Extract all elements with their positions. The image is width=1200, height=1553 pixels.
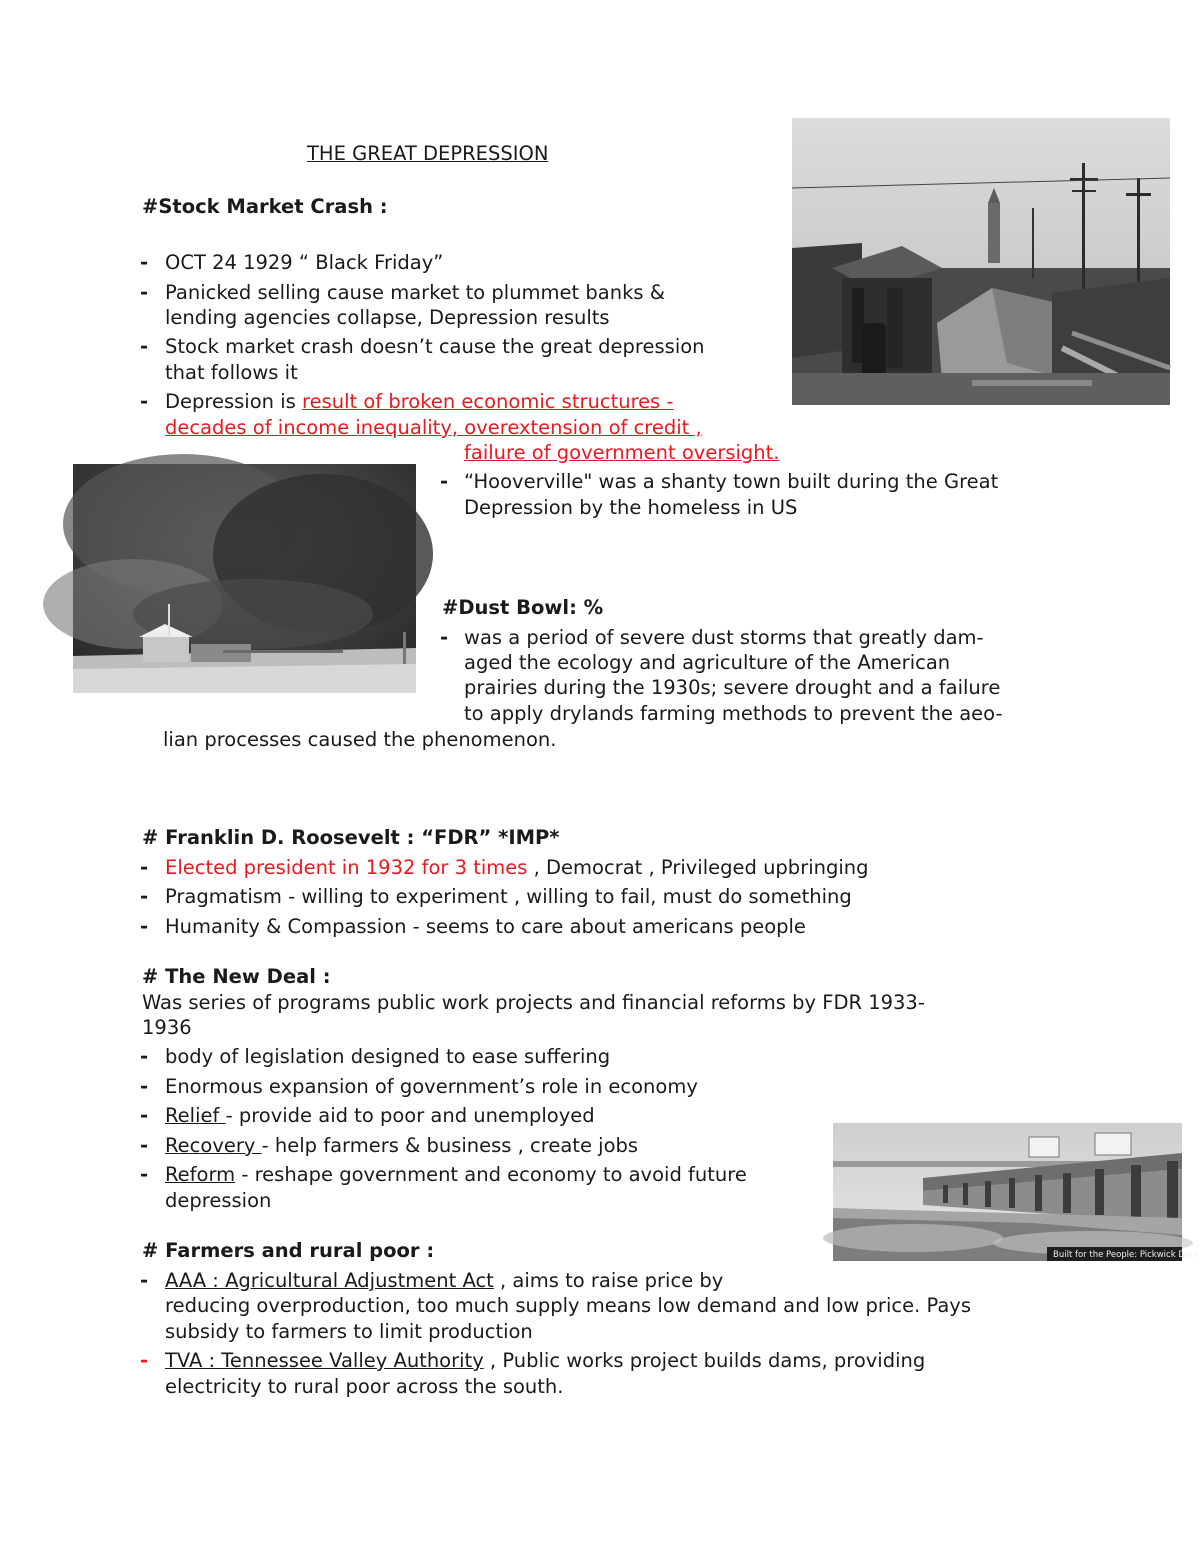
hooverville-text: “Hooverville" was a shanty town built during the Great xyxy=(464,470,999,493)
fdr-item-elected: Elected president in 1932 for 3 times , Democrat , Privileged upbringing xyxy=(165,856,869,879)
bullet-dash: - xyxy=(140,1349,149,1372)
depression-cause-highlight-end: failure of government oversight. xyxy=(464,441,780,464)
farmers-heading: # Farmers and rural poor : xyxy=(142,1239,435,1262)
hooverville-photo xyxy=(792,118,1170,405)
stock-item-panic-cont: lending agencies collapse, Depression results xyxy=(165,306,610,329)
stock-market-heading: #Stock Market Crash : xyxy=(142,195,388,218)
new-deal-item-legislation: body of legislation designed to ease suffering xyxy=(165,1045,611,1068)
new-deal-item-expansion: Enormous expansion of government’s role in economy xyxy=(165,1075,698,1098)
bullet-dash: - xyxy=(140,885,149,908)
bullet-dash: - xyxy=(140,1134,149,1157)
new-deal-item-recovery: Recovery - help farmers & business , create jobs xyxy=(165,1134,639,1157)
new-deal-item-reform: Reform - reshape government and economy to avoid future xyxy=(165,1163,747,1186)
stock-item-panic: Panicked selling cause market to plummet banks & xyxy=(165,281,665,304)
bullet-dash: - xyxy=(140,1045,149,1068)
new-deal-heading: # The New Deal : xyxy=(142,965,331,988)
new-deal-intro: Was series of programs public work projects and financial reforms by FDR 1933- xyxy=(142,991,925,1014)
depression-cause-highlight: result of broken economic structures - xyxy=(301,390,674,413)
pickwick-dam-photo xyxy=(833,1123,1199,1261)
fdr-heading: # Franklin D. Roosevelt : “FDR” *IMP* xyxy=(142,826,560,849)
dam-photo-caption: Built for the People: Pickwick Dam xyxy=(1053,1250,1199,1260)
depression-cause-highlight-cont: decades of income inequality, overextension of credit , xyxy=(165,416,702,439)
page-title: THE GREAT DEPRESSION xyxy=(307,142,549,165)
stock-item-depression: Depression is result of broken economic structures - xyxy=(165,390,674,413)
stock-item-date: OCT 24 1929 “ Black Friday” xyxy=(165,251,444,274)
farmers-item-aaa: AAA : Agricultural Adjustment Act , aims to raise price by xyxy=(165,1269,724,1292)
new-deal-item-relief: Relief - provide aid to poor and unemployed xyxy=(165,1104,595,1127)
stock-item-cause-cont: that follows it xyxy=(165,361,298,384)
bullet-dash: - xyxy=(140,915,149,938)
dust-bowl-heading: #Dust Bowl: % xyxy=(442,596,604,619)
bullet-dash: - xyxy=(140,1163,149,1186)
bullet-dash: - xyxy=(440,470,449,493)
bullet-dash: - xyxy=(440,626,449,649)
bullet-dash: - xyxy=(140,390,149,413)
bullet-dash: - xyxy=(140,251,149,274)
dust-bowl-line: prairies during the 1930s; severe drought and a failure xyxy=(464,676,1001,699)
bullet-dash: - xyxy=(140,335,149,358)
fdr-item-pragmatism: Pragmatism - willing to experiment , willing to fail, must do something xyxy=(165,885,852,908)
farmers-item-tva-cont: electricity to rural poor across the south. xyxy=(165,1375,564,1398)
fdr-elected-highlight: Elected president in 1932 for 3 times xyxy=(165,856,528,879)
hooverville-text-cont: Depression by the homeless in US xyxy=(464,496,798,519)
bullet-dash: - xyxy=(140,1104,149,1127)
dust-bowl-line: lian processes caused the phenomenon. xyxy=(163,728,557,751)
bullet-dash: - xyxy=(140,1269,149,1292)
bullet-dash: - xyxy=(140,281,149,304)
dust-bowl-line: aged the ecology and agriculture of the American xyxy=(464,651,951,674)
new-deal-item-reform-cont: depression xyxy=(165,1189,272,1212)
bullet-dash: - xyxy=(140,856,149,879)
farmers-item-tva: TVA : Tennessee Valley Authority , Public works project builds dams, providing xyxy=(165,1349,926,1372)
farmers-item-aaa-cont: subsidy to farmers to limit production xyxy=(165,1320,533,1343)
bullet-dash: - xyxy=(140,1075,149,1098)
dust-storm-photo xyxy=(73,464,416,693)
stock-item-cause: Stock market crash doesn’t cause the great depression xyxy=(165,335,705,358)
new-deal-intro-cont: 1936 xyxy=(142,1016,192,1039)
dust-bowl-line: was a period of severe dust storms that greatly dam- xyxy=(464,626,984,649)
fdr-item-humanity: Humanity & Compassion - seems to care about americans people xyxy=(165,915,806,938)
dust-bowl-line: to apply drylands farming methods to prevent the aeo- xyxy=(464,702,1003,725)
farmers-item-aaa-cont: reducing overproduction, too much supply means low demand and low price. Pays xyxy=(165,1294,972,1317)
